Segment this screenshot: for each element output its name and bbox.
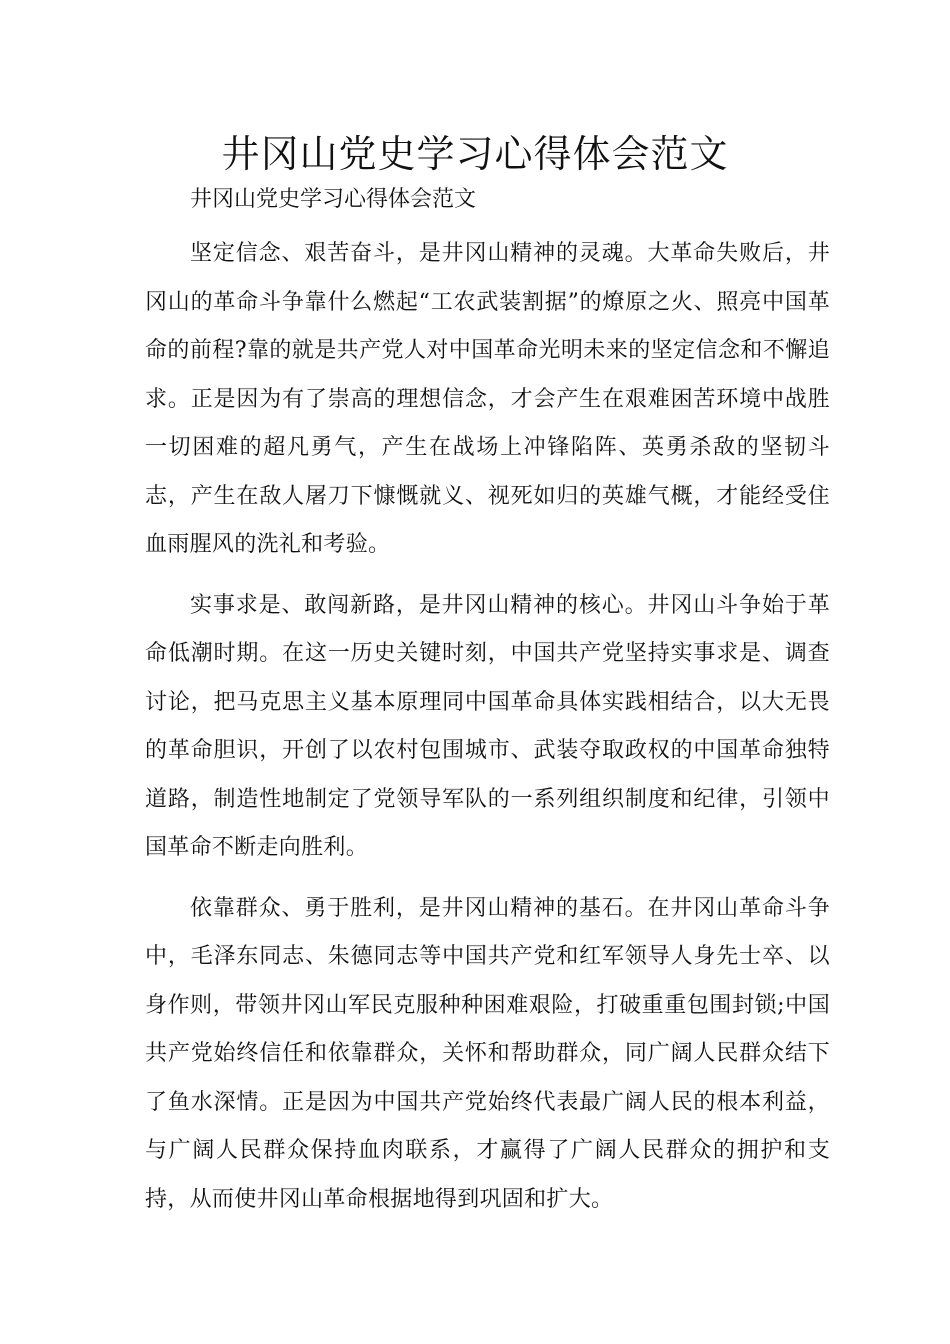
page-title: 井冈山党史学习心得体会范文 xyxy=(221,132,729,176)
paragraph-2: 实事求是、敢闯新路，是井冈山精神的核心。井冈山斗争始于革命低潮时期。在这一历史关键时刻，中国共产党坚持实事求是、调查讨论，把马克思主义基本原理同中国革命具体实践相结合，以大无畏的革命胆识，开创了以农村包围城市、武装夺取政权的中国革命独特道路，制造性地制定了党领导军队的一系列组织制度和纪律，引领中国革命不断走向胜利。 xyxy=(145,592,830,860)
document-body xyxy=(145,230,830,1236)
document-subtitle: 井冈山党史学习心得体会范文 xyxy=(190,187,477,212)
paragraph-3: 依靠群众、勇于胜利，是井冈山精神的基石。在井冈山革命斗争中，毛泽东同志、朱德同志等中国共产党和红军领导人身先士卒、以身作则，带领井冈山军民克服种种困难艰险，打破重重包围封锁;中国共产党始终信任和依靠群众，关怀和帮助群众，同广阔人民群众结下了鱼水深情。正是因为中国共产党始终代表最广阔人民的根本利益，与广阔人民群众保持血肉联系，才赢得了广阔人民群众的拥护和支持，从而使井冈山革命根据地得到巩固和扩大。 xyxy=(145,895,830,1212)
paragraph-1: 坚定信念、艰苦奋斗，是井冈山精神的灵魂。大革命失败后，井冈山的革命斗争靠什么燃起“工农武装割据”的燎原之火、照亮中国革命的前程?靠的就是共产党人对中国革命光明未来的坚定信念和不懈追求。正是因为有了崇高的理想信念，才会产生在艰难困苦环境中战胜一切困难的超凡勇气，产生在战场上冲锋陷阵、英勇杀敌的坚韧斗志，产生在敌人屠刀下慷慨就义、视死如归的英雄气概，才能经受住血雨腥风的洗礼和考验。 xyxy=(145,241,830,557)
